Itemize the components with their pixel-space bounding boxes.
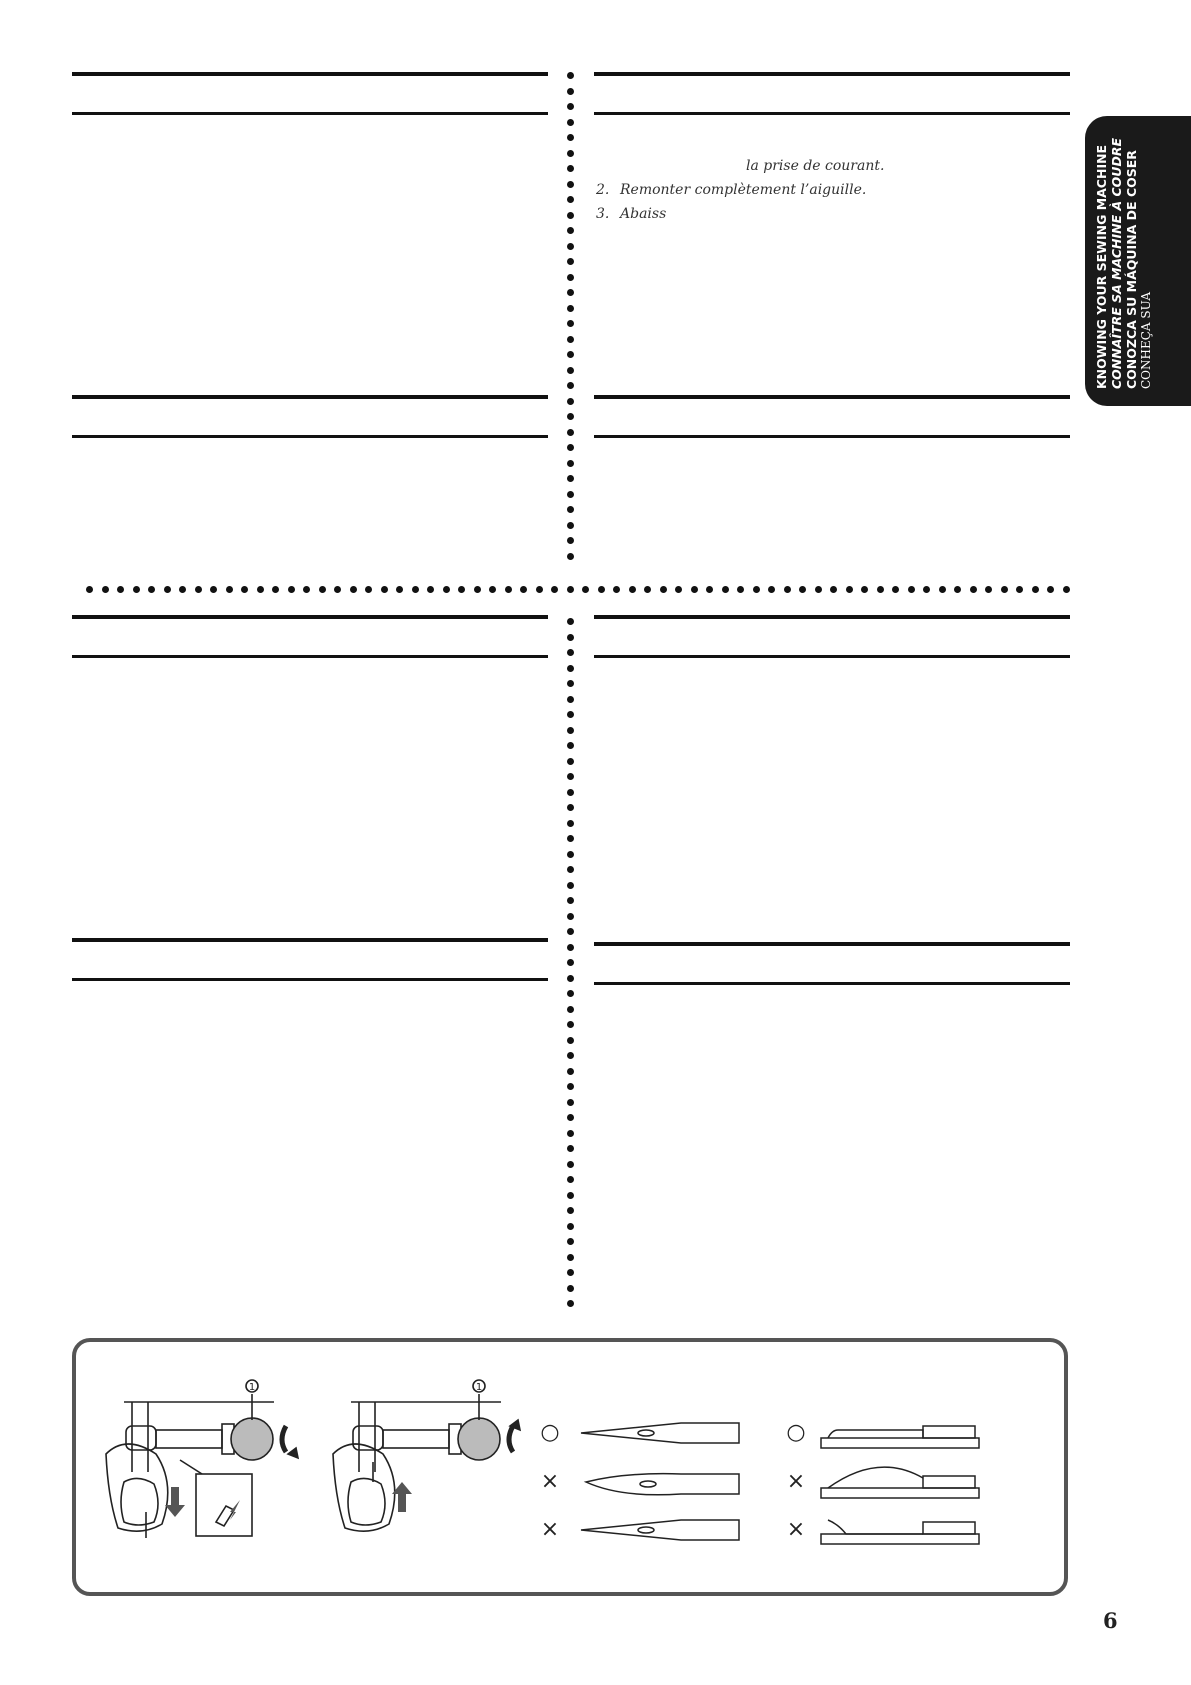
section4-rule-bottom-left [72, 978, 548, 981]
divider-dot [567, 181, 574, 188]
divider-dot [567, 820, 574, 827]
divider-dot [334, 586, 341, 593]
needle-insertion-diagram [333, 1380, 520, 1531]
divider-dot [412, 586, 419, 593]
divider-dot [567, 1285, 574, 1292]
divider-dot [799, 586, 806, 593]
divider-dot [567, 243, 574, 250]
divider-dot [567, 1099, 574, 1106]
divider-dot [567, 258, 574, 265]
divider-dot [567, 1068, 574, 1075]
divider-dot [970, 586, 977, 593]
divider-dot [737, 586, 744, 593]
divider-dot [567, 506, 574, 513]
divider-dot [567, 1021, 574, 1028]
divider-dot [567, 196, 574, 203]
divider-dot [567, 537, 574, 544]
divider-dot [567, 1130, 574, 1137]
divider-dot [567, 382, 574, 389]
divider-dot [567, 553, 574, 560]
divider-dot [567, 522, 574, 529]
divider-dot [567, 1300, 574, 1307]
side-tab-label-french: CONNAÎTRE SA MACHINE À COUDRE [1109, 137, 1124, 389]
needle-shape-comparison [581, 1423, 739, 1540]
divider-dot [551, 586, 558, 593]
divider-dot [567, 491, 574, 498]
divider-dot [567, 1083, 574, 1090]
divider-dot [195, 586, 202, 593]
divider-dot [567, 959, 574, 966]
divider-dot [567, 88, 574, 95]
divider-dot [582, 586, 589, 593]
divider-dot [567, 835, 574, 842]
divider-dot [567, 696, 574, 703]
divider-dot [210, 586, 217, 593]
needle-flatness-comparison [821, 1426, 979, 1544]
set-screw-knob [458, 1418, 500, 1460]
divider-dot [102, 586, 109, 593]
divider-dot [768, 586, 775, 593]
divider-dot [567, 665, 574, 672]
section3-rule-top-right [594, 615, 1070, 619]
divider-dot [272, 586, 279, 593]
divider-dot [567, 649, 574, 656]
vertical-dotted-divider-bottom [567, 618, 575, 1308]
divider-dot [257, 586, 264, 593]
divider-dot [567, 72, 574, 79]
divider-dot [753, 586, 760, 593]
divider-dot [567, 413, 574, 420]
divider-dot [923, 586, 930, 593]
divider-dot [567, 212, 574, 219]
page-number: 6 [1103, 1608, 1118, 1633]
needle-removal-diagram [106, 1380, 298, 1538]
side-tab-label-english: KNOWING YOUR SEWING MACHINE [1094, 144, 1109, 389]
divider-dot [1016, 586, 1023, 593]
divider-dot [939, 586, 946, 593]
divider-dot [567, 773, 574, 780]
section4-rule-top-right [594, 942, 1070, 946]
divider-dot [861, 586, 868, 593]
divider-dot [164, 586, 171, 593]
divider-dot [567, 618, 574, 625]
divider-dot [567, 944, 574, 951]
set-screw-knob [231, 1418, 273, 1460]
divider-dot [536, 586, 543, 593]
divider-dot [133, 586, 140, 593]
divider-dot [567, 1161, 574, 1168]
divider-dot [567, 634, 574, 641]
divider-dot [567, 882, 574, 889]
divider-dot [722, 586, 729, 593]
divider-dot [396, 586, 403, 593]
step-text: Remonter complètement l’aiguille. [620, 182, 867, 198]
divider-dot [505, 586, 512, 593]
divider-dot [567, 429, 574, 436]
divider-dot [443, 586, 450, 593]
callout-number: 1 [248, 1382, 256, 1393]
divider-dot [567, 1223, 574, 1230]
divider-dot [567, 398, 574, 405]
divider-dot [660, 586, 667, 593]
incorrect-mark-icon: × [786, 1517, 806, 1542]
divider-dot [567, 119, 574, 126]
divider-dot [288, 586, 295, 593]
divider-dot [613, 586, 620, 593]
header-rule-bottom-left [72, 112, 548, 115]
divider-dot [365, 586, 372, 593]
divider-dot [567, 680, 574, 687]
divider-dot [567, 897, 574, 904]
section2-rule-bottom-left [72, 435, 548, 438]
side-tab-labels [1094, 109, 1154, 389]
divider-dot [567, 150, 574, 157]
divider-dot [846, 586, 853, 593]
divider-dot [567, 320, 574, 327]
step-number: 2. [596, 182, 610, 198]
divider-dot [427, 586, 434, 593]
step-text: la prise de courant. [746, 158, 885, 174]
divider-dot [381, 586, 388, 593]
divider-dot [567, 742, 574, 749]
divider-dot [985, 586, 992, 593]
section4-rule-top-left [72, 938, 548, 942]
divider-dot [567, 1207, 574, 1214]
section2-rule-top-right [594, 395, 1070, 399]
divider-dot [567, 1114, 574, 1121]
divider-dot [567, 103, 574, 110]
divider-dot [567, 975, 574, 982]
divider-dot [892, 586, 899, 593]
incorrect-mark-icon: × [786, 1469, 806, 1494]
divider-dot [474, 586, 481, 593]
divider-dot [567, 351, 574, 358]
illustration-svg [76, 1342, 1064, 1592]
step-text: Abaiss [620, 206, 667, 222]
divider-dot [877, 586, 884, 593]
divider-dot [567, 758, 574, 765]
section3-rule-bottom-left [72, 655, 548, 658]
divider-dot [567, 913, 574, 920]
incorrect-mark-icon: × [540, 1469, 560, 1494]
divider-dot [644, 586, 651, 593]
divider-dot [567, 1269, 574, 1276]
divider-dot [567, 1052, 574, 1059]
divider-dot [830, 586, 837, 593]
side-tab-label-portuguese: CONHEÇA SUA [1139, 291, 1153, 389]
divider-dot [567, 851, 574, 858]
correct-mark-icon: ○ [786, 1420, 806, 1445]
divider-dot [567, 367, 574, 374]
divider-dot [1001, 586, 1008, 593]
divider-dot [567, 1037, 574, 1044]
divider-dot [241, 586, 248, 593]
divider-dot [815, 586, 822, 593]
divider-dot [567, 165, 574, 172]
divider-dot [598, 586, 605, 593]
divider-dot [567, 804, 574, 811]
divider-dot [567, 336, 574, 343]
divider-dot [567, 789, 574, 796]
divider-dot [567, 586, 574, 593]
header-rule-bottom-right [594, 112, 1070, 115]
divider-dot [675, 586, 682, 593]
divider-dot [567, 928, 574, 935]
divider-dot [226, 586, 233, 593]
divider-dot [629, 586, 636, 593]
divider-dot [567, 227, 574, 234]
section2-rule-top-left [72, 395, 548, 399]
section4-rule-bottom-right [594, 982, 1070, 985]
illustration-box [72, 1338, 1068, 1596]
incorrect-mark-icon: × [540, 1517, 560, 1542]
divider-dot [567, 1254, 574, 1261]
header-rule-top-right [594, 72, 1070, 76]
divider-dot [784, 586, 791, 593]
divider-dot [489, 586, 496, 593]
vertical-dotted-divider-top [567, 72, 575, 562]
divider-dot [303, 586, 310, 593]
divider-dot [117, 586, 124, 593]
divider-dot [567, 990, 574, 997]
divider-dot [567, 727, 574, 734]
divider-dot [458, 586, 465, 593]
divider-dot [567, 289, 574, 296]
divider-dot [179, 586, 186, 593]
divider-dot [691, 586, 698, 593]
divider-dot [520, 586, 527, 593]
divider-dot [1063, 586, 1070, 593]
divider-dot [567, 305, 574, 312]
divider-dot [567, 1176, 574, 1183]
divider-dot [567, 134, 574, 141]
section2-rule-bottom-right [594, 435, 1070, 438]
divider-dot [706, 586, 713, 593]
divider-dot [1032, 586, 1039, 593]
divider-dot [567, 1145, 574, 1152]
divider-dot [319, 586, 326, 593]
side-tab-label-spanish: CONOZCA SU MÁQUINA DE COSER [1124, 150, 1139, 389]
divider-dot [567, 711, 574, 718]
divider-dot [567, 274, 574, 281]
divider-dot [1047, 586, 1054, 593]
divider-dot [567, 1006, 574, 1013]
horizontal-dotted-divider [86, 586, 1070, 594]
header-rule-top-left [72, 72, 548, 76]
divider-dot [908, 586, 915, 593]
step-number: 3. [596, 206, 610, 222]
section3-rule-bottom-right [594, 655, 1070, 658]
divider-dot [567, 866, 574, 873]
divider-dot [148, 586, 155, 593]
divider-dot [567, 444, 574, 451]
callout-number: 1 [475, 1382, 483, 1393]
divider-dot [350, 586, 357, 593]
section3-rule-top-left [72, 615, 548, 619]
divider-dot [954, 586, 961, 593]
divider-dot [567, 460, 574, 467]
correct-mark-icon: ○ [540, 1420, 560, 1445]
divider-dot [567, 1192, 574, 1199]
divider-dot [86, 586, 93, 593]
divider-dot [567, 1238, 574, 1245]
divider-dot [567, 475, 574, 482]
